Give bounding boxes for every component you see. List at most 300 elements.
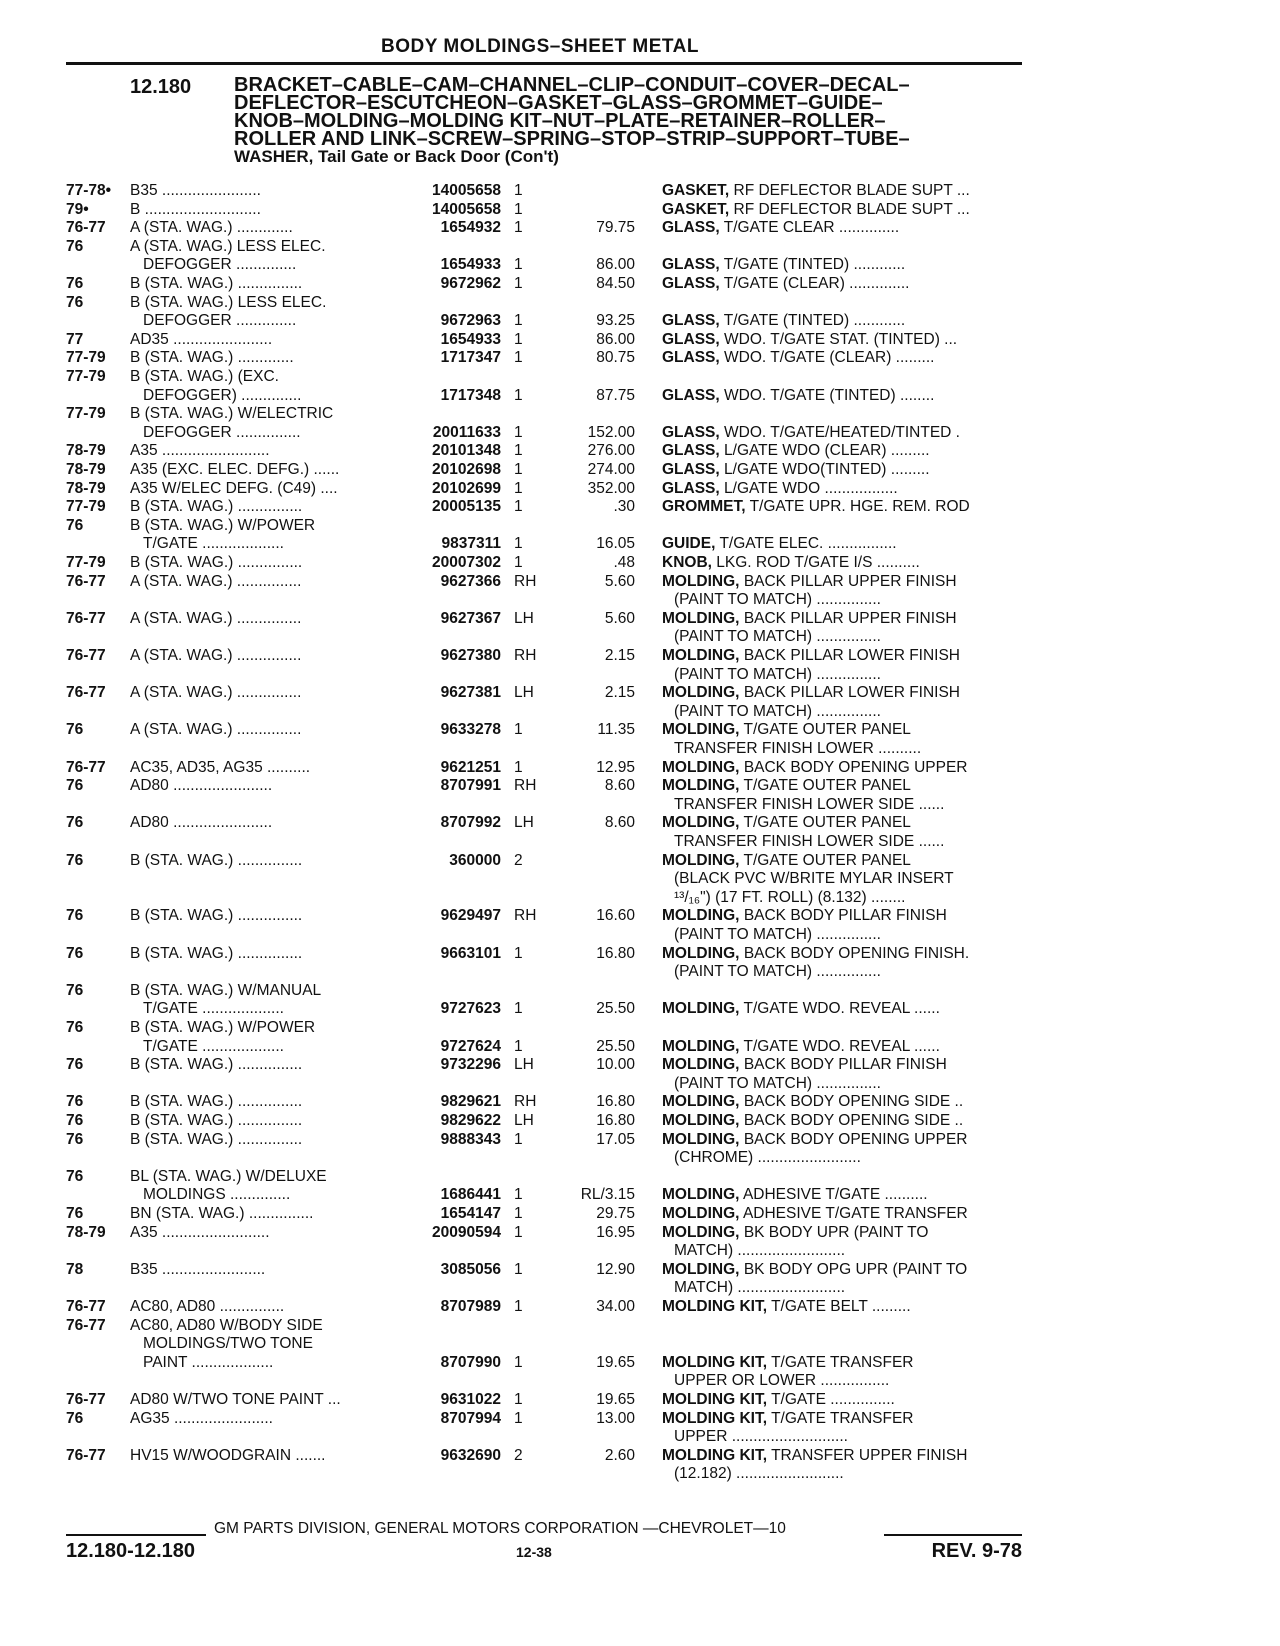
row-price: 16.95 [596,1223,635,1241]
row-quantity: 1 [514,423,523,441]
row-year: 76-77 [66,1316,106,1334]
row-description [662,647,1022,684]
row-price: 16.80 [596,1112,635,1129]
row-model-line: B (STA. WAG.) W/POWER [130,1019,316,1036]
row-model-line: A35 W/ELEC DEFG. (C49) .... [130,479,338,497]
row-price: 274.00 [587,461,635,478]
table-row [0,498,1280,517]
table-row [0,182,1280,201]
table-row [0,759,1280,778]
row-description [662,1205,1022,1224]
top-rule [66,62,1022,65]
row-description-line: UPPER OR LOWER ................ [674,1372,890,1390]
row-part-number: 9732296 [440,1056,501,1074]
row-quantity: 1 [514,1391,523,1408]
row-description-text: BK BODY UPR (PAINT TO [743,1223,929,1241]
row-year: 76-77 [66,1391,106,1408]
row-year: 76-77 [66,1446,106,1464]
row-description-text: WDO. T/GATE (CLEAR) ......... [724,349,935,367]
row-model [130,1410,405,1429]
section-title-line: ROLLER AND LINK–SCREW–SPRING–STOP–STRIP–SUPPORT–TUBE– [234,128,910,150]
row-part-number: 20011633 [432,423,501,441]
table-row [0,647,1280,684]
row-part-name: GLASS, [662,461,720,478]
row-model [130,610,405,629]
row-model-line: B (STA. WAG.) W/ELECTRIC [130,405,334,423]
row-description [662,1038,1022,1057]
row-price: 2.15 [604,647,635,664]
row-price: 8.60 [604,777,635,795]
row-part-name: MOLDING, [662,647,740,664]
row-year: 76-77 [66,609,106,627]
row-price: 352.00 [587,479,635,497]
row-description [662,219,1022,238]
row-year: 76 [66,516,84,534]
row-model-line: AC80, AD80 W/BODY SIDE [130,1316,323,1334]
row-description-line [662,498,1022,517]
table-row [0,1112,1280,1131]
footer-publisher: GM PARTS DIVISION, GENERAL MOTORS CORPORATION —CHEVROLET—10 [214,1520,786,1537]
row-description-text: RF DEFLECTOR BLADE SUPT ... [733,200,970,218]
row-description-text: BACK PILLAR LOWER FINISH [743,684,961,702]
row-price: 12.90 [596,1260,635,1278]
row-model [130,1447,405,1466]
row-model-line: A (STA. WAG.) LESS ELEC. [130,237,326,255]
row-quantity: 1 [514,1205,523,1222]
row-model [130,852,405,871]
row-model [130,480,405,499]
row-description-text: T/GATE OUTER PANEL [743,777,911,795]
row-description [662,1298,1022,1317]
table-row [0,405,1280,442]
row-description-text: RF DEFLECTOR BLADE SUPT ... [733,182,970,199]
table-row [0,684,1280,721]
table-row [0,349,1280,368]
section-title-line: KNOB–MOLDING–MOLDING KIT–NUT–PLATE–RETAINER–ROLLER– [234,110,886,132]
row-part-number: 9727623 [440,1000,501,1018]
row-description-text: T/GATE (TINTED) ............ [723,312,906,330]
row-part-number: 9672962 [440,275,501,292]
row-model-line: B35 ........................ [130,1260,266,1278]
row-year: 76 [66,1056,84,1074]
row-price: RL/3.15 [580,1186,635,1204]
row-model-line: A (STA. WAG.) ............... [130,684,302,702]
table-row [0,1224,1280,1261]
section-title [234,76,994,166]
row-model-line: B (STA. WAG.) ............... [130,1112,303,1129]
row-model [130,498,405,517]
row-model [130,945,405,964]
row-price: 80.75 [596,349,635,367]
row-model-line: AD80 ....................... [130,777,273,795]
row-description [662,182,1022,201]
row-model-line: T/GATE ................... [143,1000,284,1018]
row-part-number: 9888343 [440,1130,501,1148]
table-row [0,368,1280,405]
row-description [662,554,1022,573]
row-price: 25.50 [596,1000,635,1018]
row-quantity: 1 [514,498,523,516]
row-model [130,405,405,442]
row-model [130,1019,405,1056]
table-row [0,1391,1280,1410]
row-description-text: L/GATE WDO (CLEAR) ......... [724,442,930,460]
row-year: 77 [66,330,84,348]
row-price: 16.60 [596,907,635,925]
row-model [130,982,405,1019]
row-price: 16.80 [596,1093,635,1111]
row-model-line: BL (STA. WAG.) W/DELUXE [130,1167,327,1185]
row-description-text: BACK BODY OPENING SIDE .. [743,1112,964,1129]
row-part-number: 20005135 [432,498,501,516]
row-description-text: BACK BODY OPENING UPPER [743,758,968,776]
row-model [130,1056,405,1075]
footer-rule-left [66,1534,206,1536]
row-description [662,759,1022,778]
row-part-number: 1654147 [440,1205,501,1222]
row-model-line: AC35, AD35, AG35 .......... [130,758,311,776]
row-description-line: TRANSFER FINISH LOWER SIDE ...... [674,832,945,850]
row-model-line: DEFOGGER .............. [143,256,297,274]
table-row [0,1093,1280,1112]
row-description [662,480,1022,499]
row-model [130,814,405,833]
row-description-text: T/GATE (CLEAR) .............. [723,275,910,292]
row-year: 76 [66,237,84,255]
row-description-line: MATCH) ......................... [674,1279,846,1297]
row-description-text: TRANSFER UPPER FINISH [771,1446,968,1464]
row-description-text: BACK PILLAR UPPER FINISH [743,572,957,590]
row-model [130,517,405,554]
row-description-line [662,1186,1022,1205]
row-description-line [662,814,1022,833]
row-model [130,721,405,740]
row-description-line: (PAINT TO MATCH) ............... [674,665,881,683]
row-part-name: MOLDING, [662,777,740,795]
row-description-text: LKG. ROD T/GATE I/S .......... [716,554,920,571]
row-part-name: MOLDING KIT, [662,1446,768,1464]
row-model-line: A (STA. WAG.) ............... [130,572,302,590]
row-description-text: T/GATE (TINTED) ............ [723,256,906,274]
table-row [0,331,1280,350]
row-price: 25.50 [596,1037,635,1055]
row-year: 76 [66,944,84,962]
row-description-line: (PAINT TO MATCH) ............... [674,963,881,981]
row-description-line [662,1093,1022,1112]
row-description-text: BACK BODY PILLAR FINISH [743,907,947,925]
row-description-text: BACK PILLAR UPPER FINISH [743,609,957,627]
row-part-name: MOLDING, [662,1093,740,1111]
row-model [130,275,405,294]
row-description [662,1261,1022,1298]
row-description-text: ADHESIVE T/GATE TRANSFER [742,1205,968,1222]
table-row [0,480,1280,499]
row-part-number: 1654932 [440,219,501,237]
row-part-name: MOLDING, [662,1130,740,1148]
row-part-number: 9633278 [440,721,501,739]
row-model [130,349,405,368]
row-model-line: AG35 ....................... [130,1409,273,1427]
row-part-number: 9837311 [441,535,501,553]
row-description-text: ADHESIVE T/GATE .......... [742,1186,928,1204]
table-row [0,201,1280,220]
row-model [130,1168,405,1205]
row-year: 77-79 [66,349,106,367]
row-model [130,684,405,703]
row-model-line: MOLDINGS/TWO TONE [143,1335,313,1353]
row-part-name: MOLDING, [662,814,740,832]
row-description-line [662,1038,1022,1057]
row-quantity: 1 [514,256,523,274]
row-part-name: KNOB, [662,554,712,571]
row-part-number: 9629497 [440,907,501,925]
row-model [130,461,405,480]
row-price: 86.00 [596,330,635,348]
row-price: 84.50 [596,275,635,292]
row-description-line: (CHROME) ........................ [674,1149,861,1167]
row-description [662,945,1022,982]
row-model-line: B (STA. WAG.) ............... [130,498,303,516]
row-description [662,1000,1022,1019]
row-model-line: B (STA. WAG.) ............... [130,907,303,925]
table-row [0,573,1280,610]
row-description [662,1391,1022,1410]
row-quantity: 1 [514,312,523,330]
row-description-line [662,573,1022,592]
row-year: 76 [66,1205,84,1222]
row-model [130,219,405,238]
row-description-text: L/GATE WDO(TINTED) ......... [724,461,930,478]
table-row [0,1131,1280,1168]
row-description-text: T/GATE OUTER PANEL [743,851,911,869]
row-quantity: 2 [514,1446,523,1464]
row-year: 76-77 [66,1298,106,1315]
footer-rule-right [884,1534,1022,1536]
row-part-name: MOLDING, [662,1056,740,1074]
row-model [130,759,405,778]
row-description-text: WDO. T/GATE (TINTED) ........ [724,386,935,404]
row-description-line [662,331,1022,350]
row-part-name: MOLDING, [662,1205,740,1222]
row-description-text: BACK BODY PILLAR FINISH [743,1056,947,1074]
row-part-name: MOLDING, [662,684,740,702]
row-model [130,1093,405,1112]
table-row [0,1261,1280,1298]
row-part-number: 8707992 [440,814,501,832]
table-row [0,1410,1280,1447]
row-part-number: 9621251 [440,758,501,776]
row-part-name: MOLDING, [662,572,740,590]
row-quantity: LH [514,814,534,832]
row-description-line [662,219,1022,238]
row-part-number: 20090594 [432,1223,501,1241]
row-description-line: (BLACK PVC W/BRITE MYLAR INSERT [674,870,954,888]
row-part-name: MOLDING, [662,721,740,739]
row-quantity: 1 [514,386,523,404]
row-model [130,331,405,350]
row-year: 77-79 [66,405,106,423]
row-model-line: T/GATE ................... [143,1037,284,1055]
row-description-text: T/GATE ............... [771,1391,895,1408]
row-description-line [662,387,1022,406]
row-model [130,182,405,201]
row-quantity: 1 [514,219,523,237]
row-description-line [662,182,1022,201]
row-description-line [662,610,1022,629]
row-description-line: (PAINT TO MATCH) ............... [674,1074,881,1092]
row-year: 76 [66,293,84,311]
row-year: 76 [66,1130,84,1148]
row-description [662,387,1022,406]
table-row [0,517,1280,554]
row-model-line: B (STA. WAG.) LESS ELEC. [130,293,327,311]
row-price: 11.35 [597,721,635,739]
row-part-number: 360000 [449,851,501,869]
row-quantity: 1 [514,479,523,497]
row-description-text: T/GATE OUTER PANEL [743,721,911,739]
section-title-line: WASHER, Tail Gate or Back Door (Con't) [234,147,559,166]
row-part-number: 14005658 [432,182,501,199]
row-price: 8.60 [604,814,635,832]
row-quantity: 1 [514,275,523,292]
row-year: 76-77 [66,684,106,702]
row-price: 19.65 [596,1391,635,1408]
row-description [662,1093,1022,1112]
row-model-line: B (STA. WAG.) ............... [130,1056,303,1074]
row-description-line: (PAINT TO MATCH) ............... [674,628,881,646]
row-model-line: A (STA. WAG.) ............... [130,647,302,664]
table-row [0,982,1280,1019]
row-quantity: 1 [514,721,523,739]
row-description-text: T/GATE TRANSFER [771,1353,914,1371]
row-description-line [662,1354,1022,1373]
row-description-line [662,1298,1022,1317]
row-model-line: AD80 W/TWO TONE PAINT ... [130,1391,341,1408]
table-row [0,219,1280,238]
row-description [662,1354,1022,1391]
row-year: 76 [66,1167,84,1185]
row-description-text: T/GATE ELEC. ................ [719,535,897,553]
row-part-name: GASKET, [662,182,730,199]
row-model-line: PAINT ................... [143,1353,274,1371]
row-model-line: B (STA. WAG.) ............... [130,851,303,869]
row-description-text: BACK BODY OPENING UPPER [743,1130,968,1148]
row-model-line: DEFOGGER) .............. [143,386,302,404]
row-description [662,1186,1022,1205]
row-model-line: B (STA. WAG.) W/POWER [130,516,316,534]
row-model [130,1112,405,1131]
row-price: 2.15 [604,684,635,702]
row-part-name: GLASS, [662,349,720,367]
row-part-name: GLASS, [662,386,720,404]
row-part-number: 9663101 [440,944,501,962]
row-year: 78-79 [66,1223,106,1241]
row-description-line [662,684,1022,703]
table-row [0,238,1280,275]
row-part-number: 9627367 [440,609,501,627]
row-description-line [662,777,1022,796]
row-description-text: T/GATE TRANSFER [771,1409,914,1427]
row-price: 2.60 [604,1446,635,1464]
row-description-line: ¹³/₁₆") (17 FT. ROLL) (8.132) ........ [674,888,906,906]
row-quantity: 1 [514,1037,523,1055]
row-quantity: RH [514,907,537,925]
table-row [0,852,1280,908]
row-quantity: RH [514,777,537,795]
table-row [0,721,1280,758]
row-model [130,647,405,666]
table-row [0,1019,1280,1056]
row-description [662,1131,1022,1168]
row-part-name: GLASS, [662,312,720,330]
table-row [0,294,1280,331]
row-part-number: 9672963 [440,312,501,330]
row-quantity: 1 [514,535,523,553]
row-description [662,777,1022,814]
row-quantity: 1 [514,330,523,348]
row-description-line [662,647,1022,666]
row-price: 29.75 [596,1205,635,1222]
row-description [662,256,1022,275]
row-price: 12.95 [596,758,635,776]
row-part-number: 1717348 [440,386,501,404]
row-description-line [662,945,1022,964]
row-price: 87.75 [596,386,635,404]
row-year: 77-79 [66,554,106,571]
table-row [0,1317,1280,1391]
row-description-line [662,1112,1022,1131]
footer-revision: REV. 9-78 [931,1540,1022,1562]
table-row [0,814,1280,851]
row-description-line: (PAINT TO MATCH) ............... [674,591,881,609]
row-part-number: 9829621 [440,1093,501,1111]
row-model [130,573,405,592]
table-row [0,1447,1280,1484]
row-part-name: MOLDING, [662,1186,740,1204]
row-description [662,610,1022,647]
row-part-number: 20007302 [432,554,501,571]
row-price: 86.00 [596,256,635,274]
row-description-text: L/GATE WDO ................. [724,479,898,497]
row-description-line [662,349,1022,368]
row-quantity: 1 [514,461,523,478]
row-part-name: MOLDING, [662,1260,740,1278]
row-part-name: GUIDE, [662,535,716,553]
row-model-line: BN (STA. WAG.) ............... [130,1205,314,1222]
row-description [662,814,1022,851]
row-part-name: GLASS, [662,330,720,348]
row-model [130,777,405,796]
row-part-name: MOLDING, [662,907,740,925]
table-row [0,1168,1280,1205]
row-description-line [662,1447,1022,1466]
row-price: 152.00 [587,423,635,441]
row-description-line [662,256,1022,275]
table-row [0,777,1280,814]
row-part-number: 8707989 [440,1298,501,1315]
row-part-number: 9631022 [440,1391,501,1408]
row-year: 76 [66,1093,84,1111]
row-description [662,349,1022,368]
row-quantity: 1 [514,1000,523,1018]
row-model-line: B (STA. WAG.) ............. [130,349,294,367]
row-model [130,442,405,461]
row-description [662,907,1022,944]
row-model [130,1317,405,1373]
row-quantity: 1 [514,1130,523,1148]
row-description-text: BACK PILLAR LOWER FINISH [743,647,961,664]
row-quantity: LH [514,1112,534,1129]
